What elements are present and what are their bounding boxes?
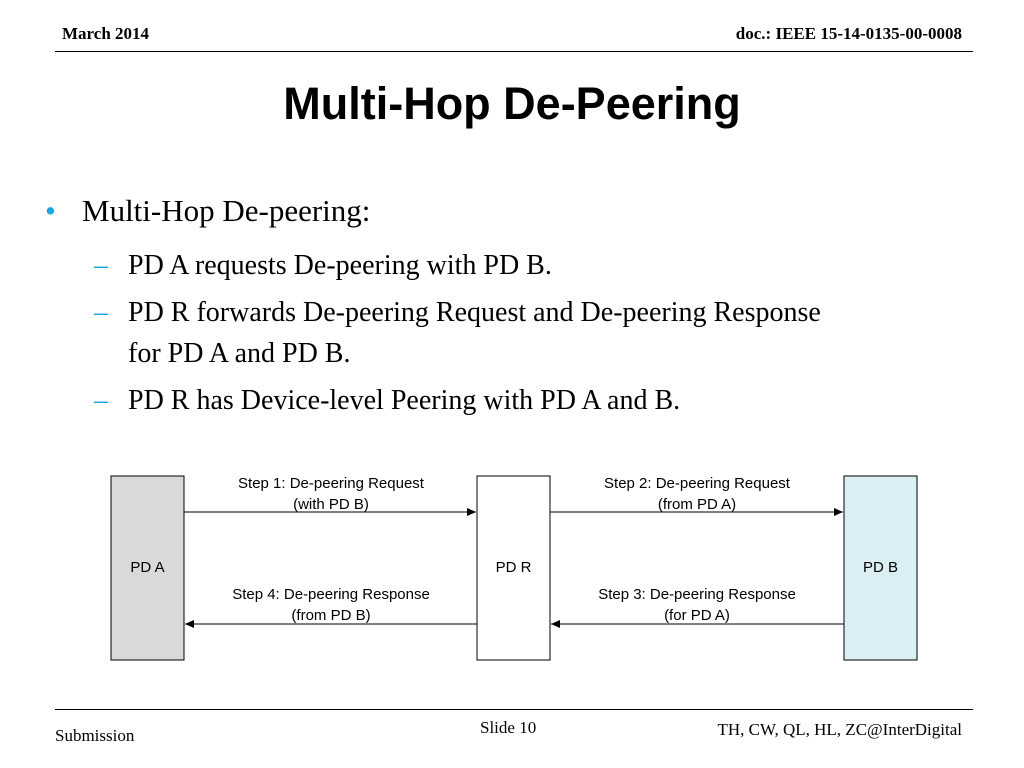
header-date: March 2014: [62, 24, 150, 43]
footer-divider: [55, 709, 973, 710]
slide-number: Slide 10: [480, 718, 537, 737]
step-4-label: Step 4: De-peering Response: [232, 586, 430, 603]
node-pd-r-label: PD R: [495, 559, 532, 576]
node-pd-a-label: PD A: [130, 559, 165, 576]
header-doc-id: doc.: IEEE 15-14-0135-00-0008: [735, 24, 962, 43]
slide-title: Multi-Hop De-Peering: [283, 78, 741, 129]
node-pd-b-label: PD B: [862, 559, 899, 576]
bullet-dot-icon: •: [45, 193, 56, 228]
sub-bullet-3-text: PD R has Device-level Peering with PD A and B.: [128, 385, 681, 416]
step-2-sublabel: (from PD A): [657, 496, 737, 513]
dash-icon: –: [94, 297, 108, 328]
sub-bullet-2-text: PD R forwards De-peering Request and De-peering Response for PD A and PD B.: [128, 297, 821, 369]
step-3-label: Step 3: De-peering Response: [598, 586, 796, 603]
footer-authors: TH, CW, QL, HL, ZC@InterDigital: [717, 720, 962, 739]
step-1-label: Step 1: De-peering Request: [238, 475, 424, 492]
bullet-main-text: Multi-Hop De-peering:: [82, 193, 371, 228]
dash-icon: –: [94, 385, 108, 416]
footer-submission: Submission: [55, 726, 135, 745]
step-2-label: Step 2: De-peering Request: [604, 475, 790, 492]
step-4-sublabel: (from PD B): [291, 607, 371, 624]
step-3-sublabel: (for PD A): [664, 607, 730, 624]
sub-bullet-1-text: PD A requests De-peering with PD B.: [128, 250, 552, 281]
step-1-sublabel: (with PD B): [293, 496, 369, 513]
dash-icon: –: [94, 250, 108, 281]
